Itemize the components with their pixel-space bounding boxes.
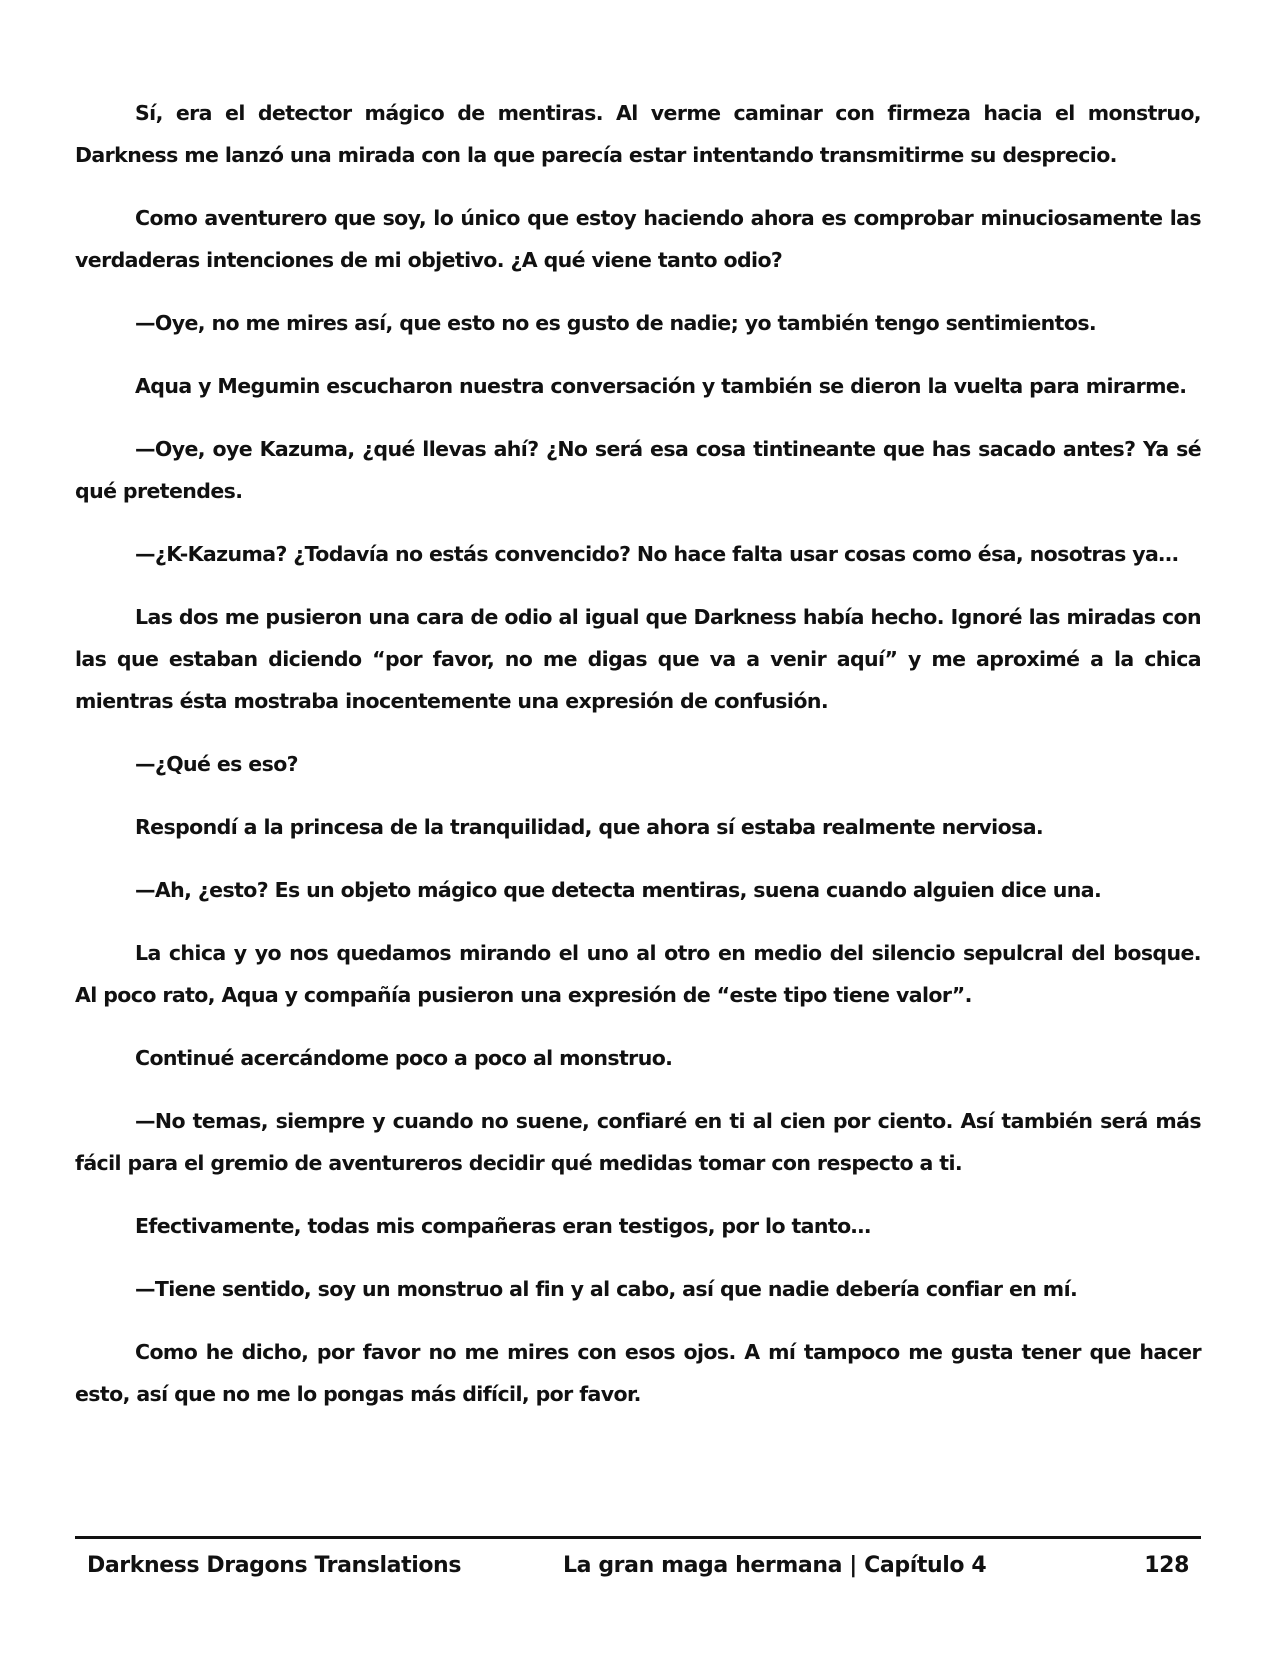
paragraph: —¿K-Kazuma? ¿Todavía no estás convencido? No hace falta usar cosas como ésa, nosotras ya… bbox=[135, 542, 1179, 566]
page-number: 128 bbox=[1144, 1553, 1189, 1578]
paragraph: —¿Qué es eso? bbox=[135, 752, 298, 776]
paragraph: Respondí a la princesa de la tranquilidad, que ahora sí estaba realmente nerviosa. bbox=[135, 815, 1044, 839]
footer-publisher: Darkness Dragons Translations bbox=[87, 1553, 462, 1578]
footer-chapter-title: La gran maga hermana | Capítulo 4 bbox=[563, 1553, 987, 1578]
paragraph: Aqua y Megumin escucharon nuestra conversación y también se dieron la vuelta para mirarme. bbox=[135, 374, 1187, 398]
paragraph: —Oye, no me mires así, que esto no es gusto de nadie; yo también tengo sentimientos. bbox=[135, 311, 1097, 335]
paragraph: —Ah, ¿esto? Es un objeto mágico que detecta mentiras, suena cuando alguien dice una. bbox=[135, 878, 1102, 902]
paragraph: —No temas, siempre y cuando no suene, confiaré en ti al cien por ciento. Así también será más fácil para el gremio de aventureros decidir qué medidas tomar con respecto a ti. bbox=[75, 1109, 1201, 1175]
paragraph: —Tiene sentido, soy un monstruo al fin y al cabo, así que nadie debería confiar en mí. bbox=[135, 1277, 1078, 1301]
paragraph: Como aventurero que soy, lo único que estoy haciendo ahora es comprobar minuciosamente las verdaderas intenciones de mi objetivo. ¿A qué viene tanto odio? bbox=[75, 206, 1201, 272]
paragraph: Efectivamente, todas mis compañeras eran testigos, por lo tanto… bbox=[135, 1214, 871, 1238]
document-body bbox=[75, 92, 1201, 1436]
paragraph: La chica y yo nos quedamos mirando el uno al otro en medio del silencio sepulcral del bosque. Al poco rato, Aqua y compañía pusieron una expresión de “este tipo tiene valor”. bbox=[75, 941, 1201, 1007]
paragraph: —Oye, oye Kazuma, ¿qué llevas ahí? ¿No será esa cosa tintineante que has sacado antes? Ya sé qué pretendes. bbox=[75, 437, 1201, 503]
paragraph: Como he dicho, por favor no me mires con esos ojos. A mí tampoco me gusta tener que hacer esto, así que no me lo pongas más difícil, por favor. bbox=[75, 1340, 1201, 1406]
page-footer bbox=[75, 1548, 1201, 1584]
paragraph: Continué acercándome poco a poco al monstruo. bbox=[135, 1046, 673, 1070]
paragraph: Las dos me pusieron una cara de odio al igual que Darkness había hecho. Ignoré las miradas con las que estaban diciendo “por favor, no me digas que va a venir aquí” y me aproximé a la chica mientras ésta mostraba inocentemente una expresión de confusión. bbox=[75, 605, 1201, 713]
footer-divider bbox=[75, 1536, 1201, 1539]
paragraph: Sí, era el detector mágico de mentiras. Al verme caminar con firmeza hacia el monstruo, Darkness me lanzó una mirada con la que parecía estar intentando transmitirme su desprecio. bbox=[75, 101, 1201, 167]
